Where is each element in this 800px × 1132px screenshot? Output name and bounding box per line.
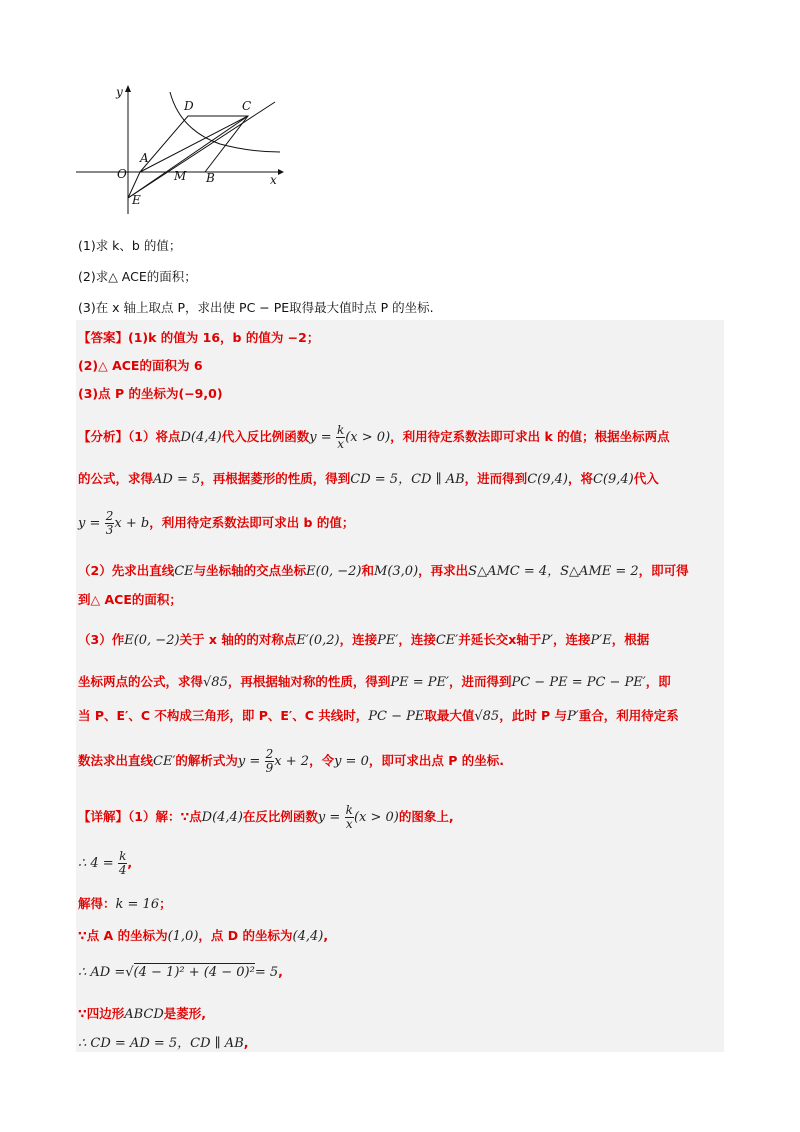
detail-line-1: 【详解】（1）解：∵点D(4,4)在反比例函数y = $\frac{k}{x}$ (x > 0)的图象上, xyxy=(78,803,454,831)
fraction-2-over-9: $\frac{2}{9}$ xyxy=(265,747,274,775)
label-d: D xyxy=(184,99,194,113)
analysis-line-6: （3）作E(0, −2)关于 x 轴的的对称点E′(0,2)，连接PE′，连接CE′并延长交x轴于P′，连接P′E，根据 xyxy=(78,632,650,648)
analysis-line-4: （2）先求出直线CE与坐标轴的交点坐标E(0, −2)和M(3,0)，再求出S△AMC = 4，S△AME = 2，即可得 xyxy=(78,563,689,579)
answer-line-3: (3)点 P 的坐标为(−9,0) xyxy=(78,386,223,401)
detail-line-6: ∵四边形ABCD是菱形, xyxy=(78,1006,207,1022)
detail-line-2: ∴ 4 = $\frac{k}{4}$ , xyxy=(78,849,133,877)
analysis-line-2: 的公式，求得AD = 5，再根据菱形的性质，得到CD = 5，CD ∥ AB，进而得到C(9,4)，将C(9,4)代入 xyxy=(78,471,659,487)
x-axis-arrow xyxy=(278,169,284,175)
analysis-line-7: 坐标两点的公式，求得√85，再根据轴对称的性质，得到PE = PE′，进而得到PC − PE = PC − PE′，即 xyxy=(78,674,671,690)
detail-line-3: 解得：k = 16； xyxy=(78,896,172,912)
label-o: O xyxy=(117,167,127,181)
analysis-line-8: 当 P、E′、C 不构成三角形，即 P、E′、C 共线时，PC − PE取最大值√85，此时 P 与P′重合，利用待定系 xyxy=(78,708,679,724)
y-axis-arrow xyxy=(125,85,131,92)
detail-line-7: ∴ CD = AD = 5，CD ∥ AB, xyxy=(78,1035,249,1051)
analysis-line-5: 到△ ACE的面积； xyxy=(78,592,182,607)
label-m: M xyxy=(174,169,187,183)
detail-line-4: ∵点 A 的坐标为(1,0)，点 D 的坐标为(4,4), xyxy=(78,928,329,944)
question-2: (2)求△ ACE的面积； xyxy=(78,269,197,284)
analysis-line-1: 【分析】（1）将点D(4,4)代入反比例函数y = $\frac{k}{x}$ (x > 0)，利用待定系数法即可求出 k 的值；根据坐标两点 xyxy=(78,423,670,451)
answer-line-1: 【答案】(1)k 的值为 16，b 的值为 −2； xyxy=(78,330,320,345)
analysis-line-9: 数法求出直线CE′的解析式为y = $\frac{2}{9}$ x + 2，令y = 0，即可求出点 P 的坐标. xyxy=(78,747,504,775)
fraction-2-over-3: $\frac{2}{3}$ xyxy=(105,509,114,537)
label-a: A xyxy=(140,151,149,165)
detail-line-5: ∴ AD =√(4 − 1)² + (4 − 0)²= 5, xyxy=(78,964,283,980)
fraction-k-over-x: $\frac{k}{x}$ xyxy=(336,423,345,451)
question-3: (3)在 x 轴上取点 P，求出使 PC − PE取得最大值时点 P 的坐标. xyxy=(78,300,434,315)
geometry-figure xyxy=(70,80,290,220)
question-1: (1)求 k、b 的值； xyxy=(78,238,182,253)
label-c: C xyxy=(242,99,252,113)
label-e: E xyxy=(132,193,141,207)
fraction-k-over-4: $\frac{k}{4}$ xyxy=(118,849,127,877)
label-x: x xyxy=(270,173,277,187)
segment-ac xyxy=(140,116,248,172)
label-b: B xyxy=(206,171,215,185)
analysis-line-3: y = $\frac{2}{3}$ x + b，利用待定系数法即可求出 b 的值； xyxy=(78,509,355,537)
label-y: y xyxy=(116,85,123,99)
answer-line-2: (2)△ ACE的面积为 6 xyxy=(78,358,203,373)
fraction-k-over-x-2: $\frac{k}{x}$ xyxy=(345,803,353,831)
